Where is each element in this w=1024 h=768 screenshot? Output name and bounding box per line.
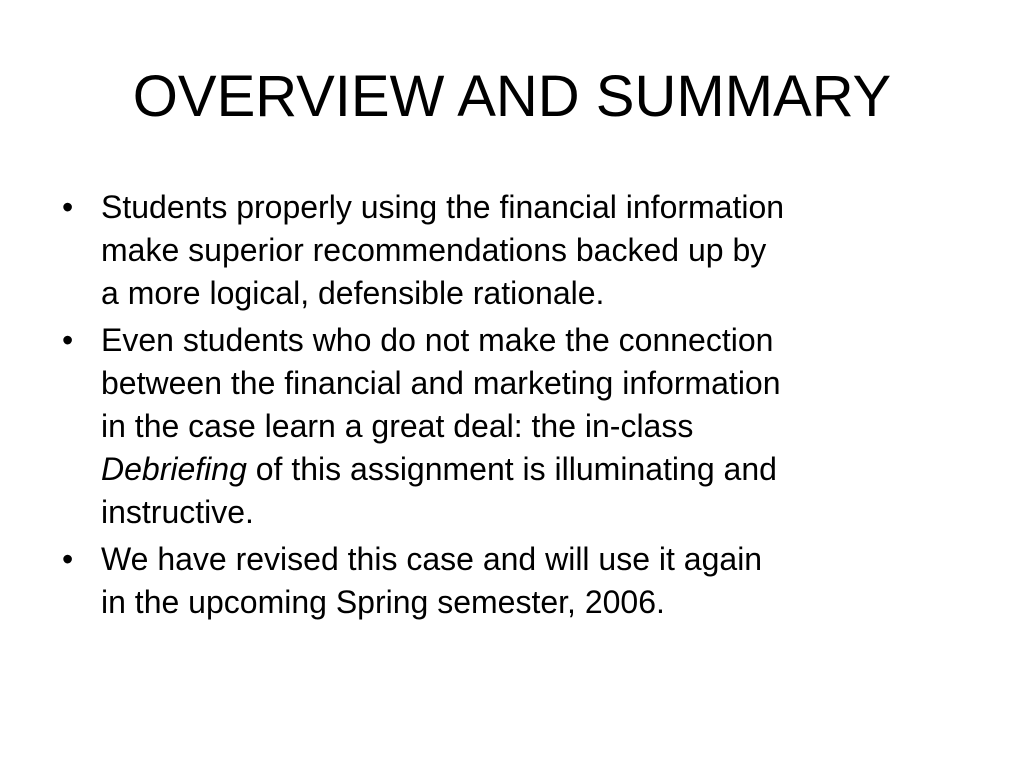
bullet-2-line-1: Even students who do not make the connection bbox=[101, 322, 774, 358]
bullet-1-line-3: a more logical, defensible rationale. bbox=[101, 275, 605, 311]
bullet-item-1 bbox=[58, 186, 958, 315]
bullet-item-3 bbox=[58, 538, 958, 624]
bullet-2-line-4 bbox=[101, 448, 958, 491]
bullet-1-line-2: make superior recommendations backed up by bbox=[101, 232, 767, 268]
bullet-2-line-5: instructive. bbox=[101, 494, 254, 530]
slide-title: OVERVIEW AND SUMMARY bbox=[132, 64, 892, 129]
bullet-2-line-3: in the case learn a great deal: the in-class bbox=[101, 408, 694, 444]
bullet-2-line-2: between the financial and marketing information bbox=[101, 365, 781, 401]
bullet-icon: • bbox=[62, 189, 74, 225]
bullet-icon: • bbox=[62, 541, 74, 577]
debriefing-emphasis: Debriefing bbox=[101, 451, 247, 487]
bullet-2-line-4-rest: of this assignment is illuminating and bbox=[246, 451, 777, 487]
bullet-item-2 bbox=[58, 319, 958, 534]
bullet-icon: • bbox=[62, 322, 74, 358]
bullet-3-line-2: in the upcoming Spring semester, 2006. bbox=[101, 584, 665, 620]
bullet-list bbox=[58, 186, 958, 628]
bullet-3-line-1: We have revised this case and will use it again bbox=[101, 541, 763, 577]
bullet-1-line-1: Students properly using the financial information bbox=[101, 189, 785, 225]
